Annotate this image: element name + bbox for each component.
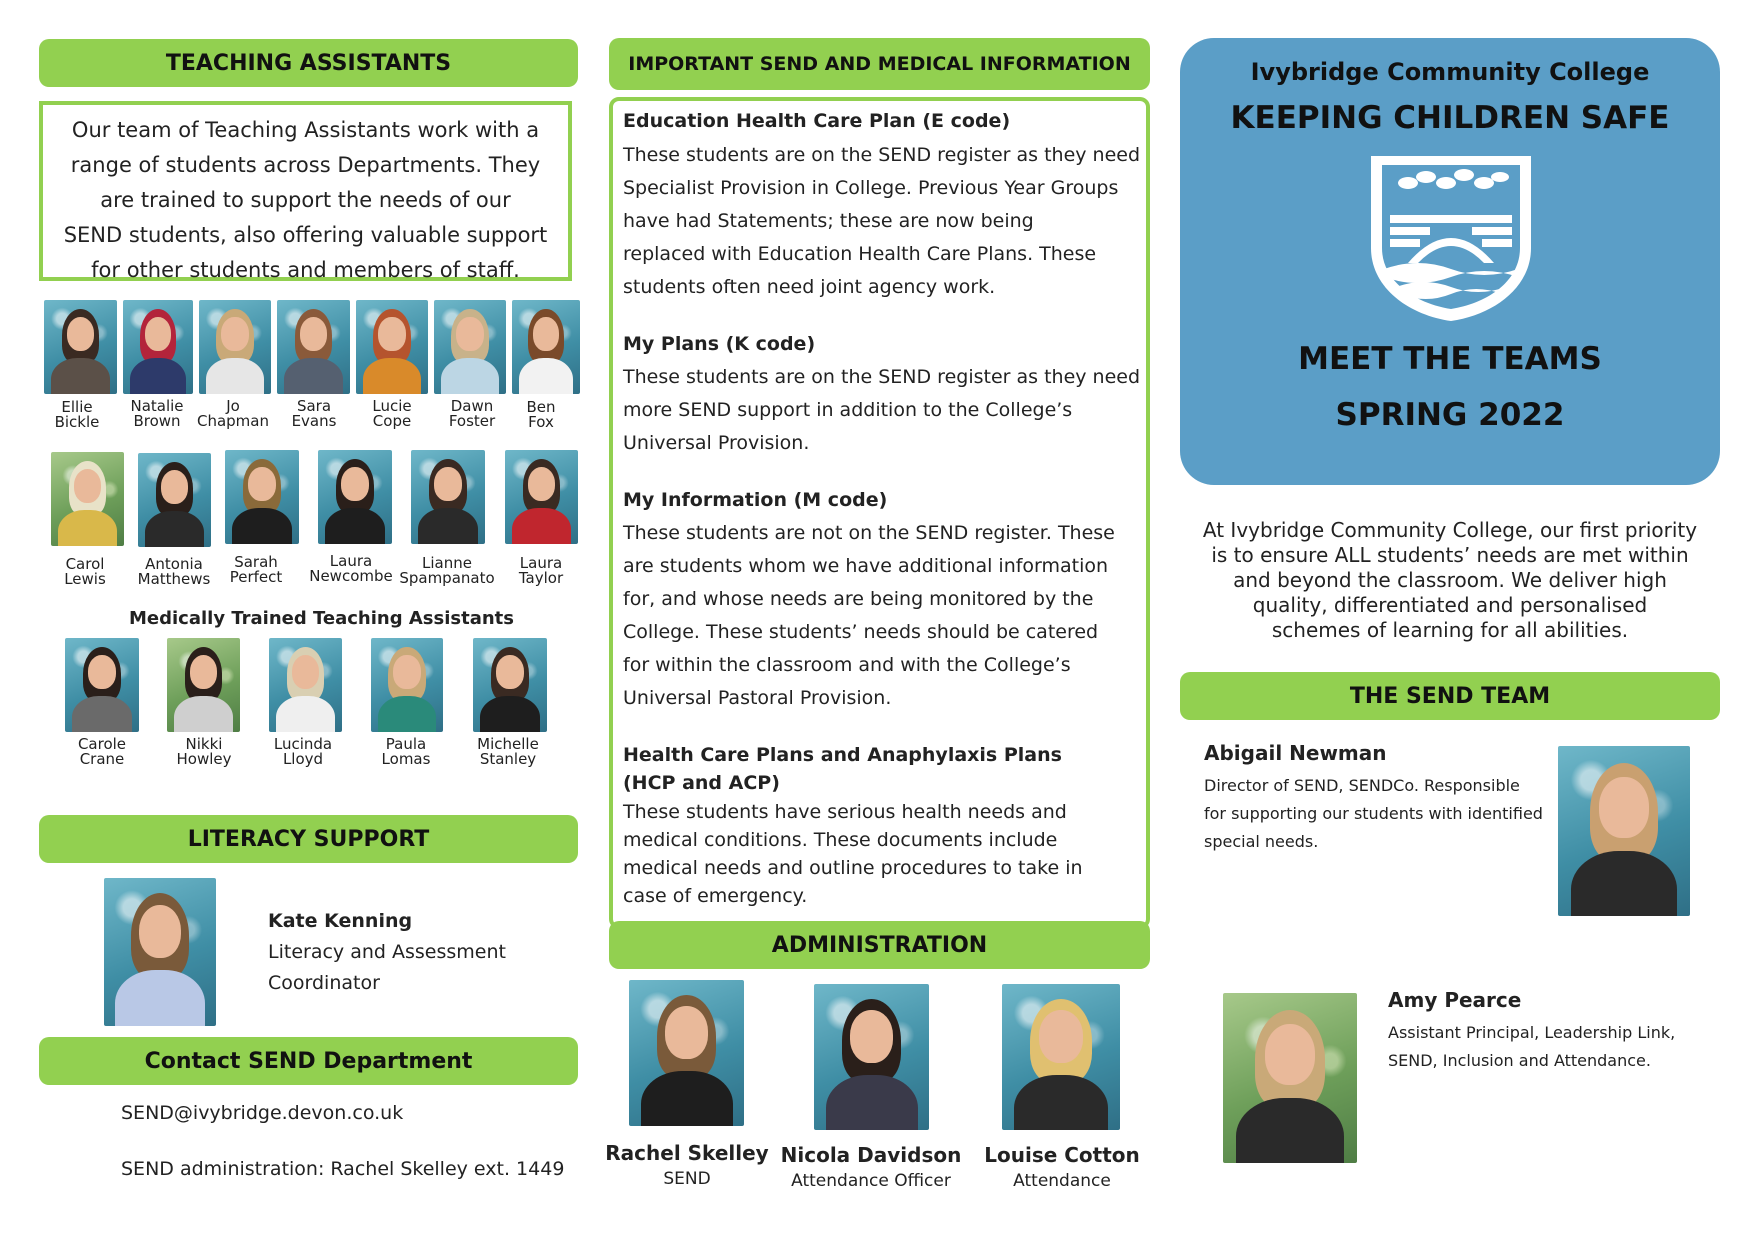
staff-name: Nikki Howley: [176, 735, 232, 768]
staff-photo: [65, 638, 139, 732]
send-team-heading: [1180, 672, 1720, 720]
intro-line: are trained to support the needs of our: [100, 188, 511, 212]
staff-name: Sara Evans: [291, 397, 337, 430]
cover-subtitle: SPRING 2022: [1335, 397, 1565, 433]
staff-photo: [505, 450, 578, 544]
kate-kenning-photo: [104, 878, 216, 1026]
teaching-assistants-heading: [39, 39, 578, 87]
admin-staff-role: SEND: [663, 1169, 711, 1189]
literacy-role: Literacy and Assessment: [268, 941, 506, 963]
ehcp-line: These students are on the SEND register as they need: [623, 144, 1141, 166]
staff-photo: [225, 450, 299, 544]
staff-name: Paula Lomas: [381, 735, 431, 768]
myinfo-line: College. These students’ needs should be catered: [623, 621, 1099, 643]
staff-photo: [434, 300, 506, 394]
ehcp-title: Education Health Care Plan (E code): [623, 110, 1011, 132]
intro-line: Our team of Teaching Assistants work with a: [71, 118, 540, 142]
important-info-heading: [609, 38, 1150, 90]
literacy-support-heading: [39, 815, 578, 863]
admin-staff-name: Louise Cotton: [984, 1143, 1140, 1167]
staff-photo: [371, 638, 443, 732]
mission-line: and beyond the classroom. We deliver high: [1233, 568, 1667, 592]
college-crest-icon: [1368, 153, 1534, 323]
hcp-title: (HCP and ACP): [623, 772, 780, 794]
mission-line: At Ivybridge Community College, our first priority: [1202, 518, 1698, 542]
medical-ta-heading: Medically Trained Teaching Assistants: [129, 608, 514, 629]
intro-line: SEND students, also offering valuable support: [63, 223, 548, 247]
staff-photo: [138, 453, 211, 547]
louise-cotton-photo: [1002, 984, 1120, 1130]
intro-line: for other students and members of staff.: [91, 258, 520, 282]
staff-name: Lucinda Lloyd: [273, 735, 333, 768]
staff-name: Carol Lewis: [64, 555, 106, 588]
staff-name: Natalie Brown: [130, 397, 184, 430]
myinfo-line: for within the classroom and with the College’s: [623, 654, 1071, 676]
send-email-link[interactable]: SEND@ivybridge.devon.co.uk: [121, 1102, 404, 1124]
send-member-role: special needs.: [1204, 832, 1319, 851]
staff-photo: [51, 452, 124, 546]
myplans-title: My Plans (K code): [623, 333, 816, 355]
staff-name: Lucie Cope: [372, 397, 412, 430]
intro-line: range of students across Departments. They: [70, 153, 541, 177]
literacy-role: Coordinator: [268, 972, 380, 994]
mission-line: quality, differentiated and personalised: [1252, 593, 1648, 617]
staff-name: Ben Fox: [526, 398, 556, 431]
send-member-role: Director of SEND, SENDCo. Responsible: [1204, 776, 1520, 795]
staff-photo: [44, 300, 117, 394]
staff-photo: [411, 450, 485, 544]
myplans-line: Universal Provision.: [623, 432, 810, 454]
administration-heading-text: ADMINISTRATION: [771, 932, 988, 958]
hcp-line: medical conditions. These documents include: [623, 829, 1058, 851]
hcp-title: Health Care Plans and Anaphylaxis Plans: [623, 744, 1062, 766]
hcp-line: case of emergency.: [623, 885, 808, 907]
ehcp-line: Specialist Provision in College. Previous Year Groups: [623, 177, 1119, 199]
hcp-line: These students have serious health needs and: [623, 801, 1067, 823]
ehcp-line: replaced with Education Health Care Plans. These: [623, 243, 1097, 265]
mission-line: is to ensure ALL students’ needs are met within: [1211, 543, 1689, 567]
send-admin-contact: SEND administration: Rachel Skelley ext. 1449: [121, 1158, 565, 1180]
mission-statement: [1180, 518, 1720, 643]
myinfo-line: Universal Pastoral Provision.: [623, 687, 892, 709]
staff-photo: [473, 638, 547, 732]
staff-name: Jo Chapman: [196, 397, 269, 430]
literacy-name: Kate Kenning: [268, 910, 413, 932]
send-member-name: Amy Pearce: [1388, 988, 1522, 1012]
admin-staff-role: Attendance: [1013, 1171, 1111, 1191]
send-member-role: Assistant Principal, Leadership Link,: [1388, 1023, 1676, 1042]
staff-name: Laura Newcombe: [309, 552, 393, 585]
admin-staff-role: Attendance Officer: [791, 1171, 951, 1191]
staff-name: Antonia Matthews: [137, 555, 211, 588]
cover-subtitle: MEET THE TEAMS: [1298, 341, 1602, 377]
contact-send-heading: [39, 1037, 578, 1085]
ehcp-line: have had Statements; these are now being: [623, 210, 1034, 232]
staff-photo: [269, 638, 342, 732]
staff-photo: [318, 450, 392, 544]
hcp-line: medical needs and outline procedures to take in: [623, 857, 1083, 879]
staff-name: Dawn Foster: [448, 397, 496, 430]
staff-name: Carole Crane: [77, 735, 127, 768]
teaching-assistants-heading-text: TEACHING ASSISTANTS: [165, 50, 452, 76]
amy-pearce-photo: [1223, 993, 1357, 1163]
admin-staff-name: Nicola Davidson: [780, 1143, 962, 1167]
myinfo-line: are students whom we have additional information: [623, 555, 1109, 577]
ehcp-line: students often need joint agency work.: [623, 276, 996, 298]
staff-name: Lianne Spampanato: [399, 554, 495, 587]
teaching-assistants-intro-box: [39, 101, 572, 281]
staff-photo: [512, 300, 580, 394]
send-member-role: SEND, Inclusion and Attendance.: [1388, 1051, 1651, 1070]
administration-heading: [609, 921, 1150, 969]
staff-photo: [123, 300, 193, 394]
send-team-heading-text: THE SEND TEAM: [1349, 683, 1551, 709]
mission-line: schemes of learning for all abilities.: [1271, 618, 1629, 642]
staff-photo: [199, 300, 271, 394]
staff-name: Michelle Stanley: [477, 735, 539, 768]
college-name: Ivybridge Community College: [1250, 58, 1650, 86]
staff-name: Laura Taylor: [518, 554, 564, 587]
myinfo-line: These students are not on the SEND register. These: [623, 522, 1115, 544]
nicola-davidson-photo: [814, 984, 929, 1130]
admin-staff-name: Rachel Skelley: [605, 1141, 769, 1165]
staff-photo: [277, 300, 350, 394]
staff-name: Sarah Perfect: [229, 553, 283, 586]
literacy-support-heading-text: LITERACY SUPPORT: [187, 826, 430, 852]
rachel-skelley-photo: [629, 980, 744, 1126]
myplans-line: These students are on the SEND register as they need: [623, 366, 1141, 388]
staff-photo: [167, 638, 240, 732]
contact-send-heading-text: Contact SEND Department: [144, 1048, 473, 1074]
abigail-newman-photo: [1558, 746, 1690, 916]
staff-photo: [356, 300, 428, 394]
send-member-name: Abigail Newman: [1204, 741, 1387, 765]
important-info-heading-text: IMPORTANT SEND AND MEDICAL INFORMATION: [628, 53, 1131, 75]
myinfo-title: My Information (M code): [623, 489, 888, 511]
myinfo-line: for, and whose needs are being monitored by the: [623, 588, 1094, 610]
cover-title: KEEPING CHILDREN SAFE: [1230, 100, 1670, 136]
send-member-role: for supporting our students with identified: [1204, 804, 1543, 823]
myplans-line: more SEND support in addition to the College’s: [623, 399, 1073, 421]
staff-name: Ellie Bickle: [54, 398, 100, 431]
